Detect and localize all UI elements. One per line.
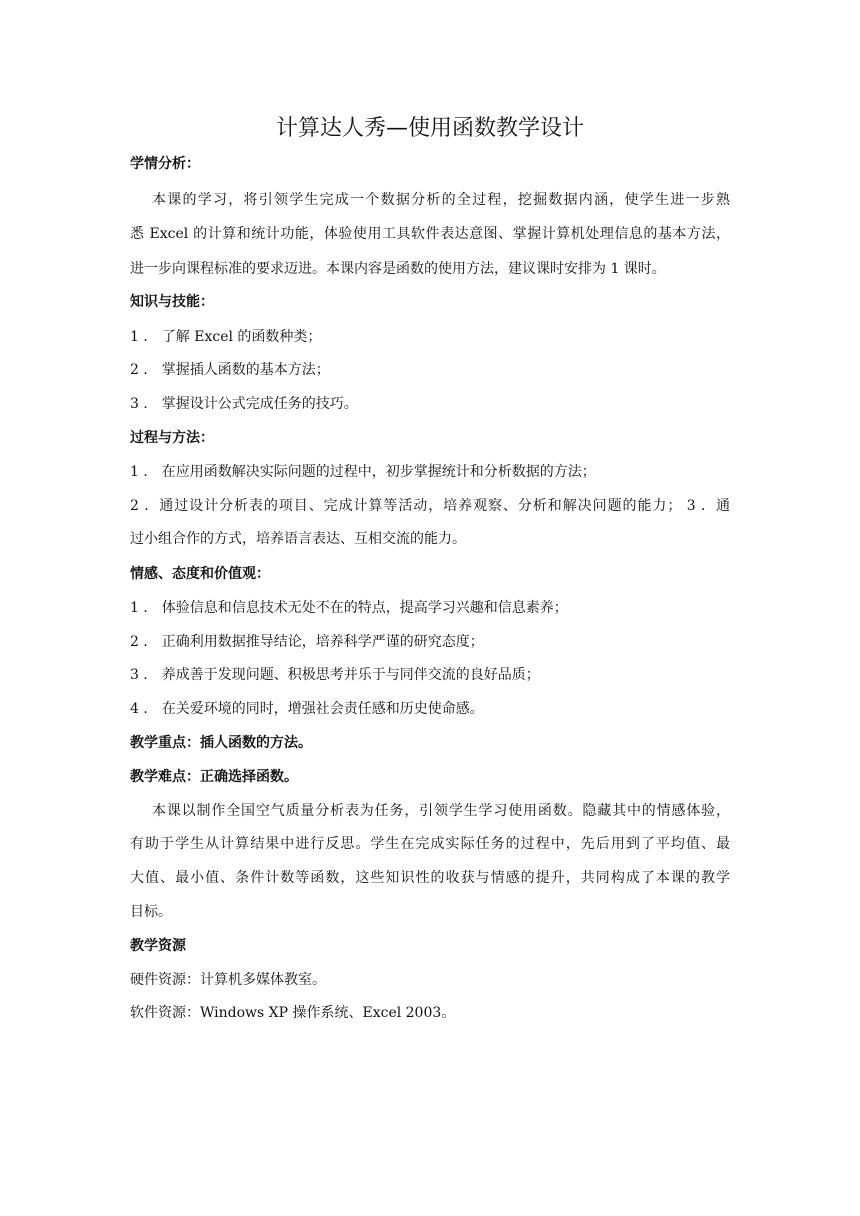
heading-knowledge: 知识与技能：: [130, 294, 214, 310]
emotion-item: 4 ． 在关爱环境的同时，增强社会责任感和历史使命感。: [130, 701, 484, 717]
analysis-line: 本课的学习，将引领学生完成一个数据分析的全过程，挖掘数据内涵，使学生进一步熟: [152, 192, 730, 208]
document-title: 计算达人秀—使用函数教学设计: [275, 116, 584, 141]
knowledge-item: 3 ． 掌握设计公式完成任务的技巧。: [130, 396, 358, 412]
emotion-item: 3 ． 养成善于发现问题、积极思考并乐于与同伴交流的良好品质；: [130, 667, 540, 683]
summary-line: 目标。: [130, 904, 172, 920]
analysis-line: 悉 Excel 的计算和统计功能，体验使用工具软件表达意图、掌握计算机处理信息的基本方法，: [130, 226, 730, 242]
process-line: 1 ． 在应用函数解决实际问题的过程中，初步掌握统计和分析数据的方法；: [130, 464, 596, 480]
knowledge-item: 2 ． 掌握插人函数的基本方法；: [130, 362, 330, 378]
heading-resources: 教学资源: [130, 938, 186, 954]
heading-process: 过程与方法：: [130, 430, 214, 446]
summary-line: 大值、最小值、条件计数等函数，这些知识性的收获与情感的提升，共同构成了本课的教学: [130, 870, 730, 886]
key-point: 教学重点：插人函数的方法。: [130, 735, 312, 751]
heading-emotion: 情感、态度和价值观：: [130, 566, 270, 582]
emotion-item: 2 ． 正确利用数据推导结论，培养科学严谨的研究态度；: [130, 634, 484, 650]
summary-line: 有助于学生从计算结果中进行反思。学生在完成实际任务的过程中，先后用到了平均值、最: [130, 836, 730, 852]
hardware-resource: 硬件资源：计算机多媒体教室。: [130, 972, 326, 988]
summary-line: 本课以制作全国空气质量分析表为任务，引领学生学习使用函数。隐藏其中的情感体验，: [152, 803, 730, 819]
software-resource: 软件资源：Windows XP 操作系统、Excel 2003。: [130, 1005, 456, 1021]
knowledge-item: 1 ． 了解 Excel 的函数种类；: [130, 329, 322, 345]
emotion-item: 1 ． 体验信息和信息技术无处不在的特点，提高学习兴趣和信息素养；: [130, 600, 568, 616]
analysis-line: 进一步向课程标准的要求迈进。本课内容是函数的使用方法，建议课时安排为 1 课时。: [130, 261, 666, 277]
difficulty: 教学难点：正确选择函数。: [130, 769, 298, 785]
process-line: 过小组合作的方式，培养语言表达、互相交流的能力。: [130, 531, 466, 547]
heading-analysis: 学情分析：: [130, 156, 200, 172]
process-line: 2 ．通过设计分析表的项目、完成计算等活动，培养观察、分析和解决问题的能力； 3 ．通: [130, 498, 730, 514]
